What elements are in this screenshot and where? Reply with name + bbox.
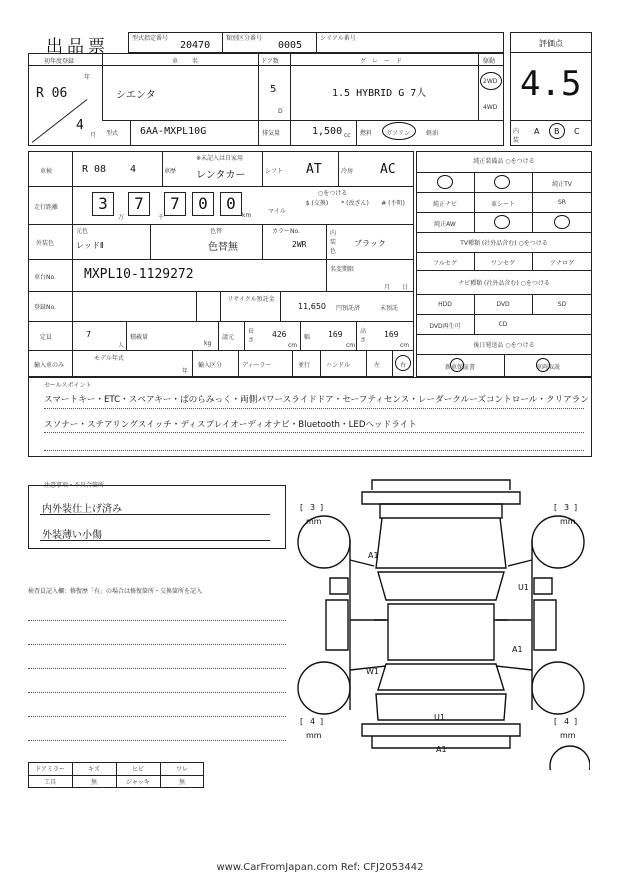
parts-v-3: ジャッキ — [126, 779, 150, 786]
repaint-label: 色替 — [210, 228, 223, 235]
first-reg-month: 4 — [76, 118, 84, 133]
import-div-label: 輸入区分 — [198, 362, 223, 369]
aircon-label: 冷房 — [341, 168, 354, 175]
parts-h-2: キズ — [88, 766, 100, 773]
equip-aw-circle — [494, 175, 510, 189]
name-change-label: 名変期限 — [330, 266, 355, 273]
capacity-unit: 人 — [118, 342, 125, 349]
mileage-opt-exchange: $ (交換) — [305, 200, 329, 207]
mark-a1-right: A1 — [512, 645, 523, 654]
int-color-value: ブラック — [354, 239, 386, 248]
color-code-value: 2WR — [292, 240, 307, 249]
grade-label: グレード — [360, 58, 409, 65]
import-label: 輸入車のみ — [34, 362, 65, 369]
equip-navi-circle — [437, 175, 453, 189]
shift-value: AT — [306, 162, 322, 177]
ruibetsu-label: 類別区分番号 — [226, 35, 263, 42]
recycle-alt: 未預託 — [380, 305, 399, 312]
len-unit: cm — [288, 342, 298, 349]
docs-warranty: 新車保証書 — [444, 364, 475, 371]
drive-label: 駆動 — [483, 58, 496, 65]
mileage-digit: 7 — [128, 192, 150, 216]
svg-text:[: [ — [300, 717, 304, 726]
interior-opt-c: C — [574, 127, 580, 136]
recycle-value: 11,650 — [298, 302, 326, 311]
docs-title: 後日発送品 ○をつける — [473, 342, 535, 349]
handle-label: ハンドル — [326, 362, 351, 369]
inspection-month: 4 — [130, 164, 137, 175]
page-title: 出品票 — [46, 37, 109, 57]
svg-text:]: ] — [574, 717, 578, 726]
load-unit: kg — [204, 340, 212, 347]
svg-text:mm: mm — [560, 517, 576, 526]
tire-rr-depth: 4 — [564, 717, 570, 726]
sales-label: セールスポイント — [44, 382, 92, 389]
drive-4wd: 4WD — [483, 104, 498, 111]
svg-text:mm: mm — [306, 731, 322, 740]
chassis-label: 車台No. — [34, 274, 56, 281]
equip-item-5: 革シート — [490, 201, 515, 208]
regno-label: 登録No. — [34, 304, 56, 311]
aircon-value: AC — [380, 162, 396, 177]
orig-color-value: レッドⅡ — [76, 241, 104, 250]
footer-watermark: www.CarFromJapan.com Ref: CFJ2053442 — [216, 862, 424, 873]
load-label: 積載量 — [130, 334, 149, 341]
equip-tv-circle — [494, 215, 510, 229]
interior-opt-b: B — [554, 127, 560, 136]
parts-v-2: 無 — [90, 779, 97, 786]
wid-value: 169 — [328, 330, 343, 339]
doors-value: 5 — [270, 84, 277, 95]
orig-color-label: 元色 — [76, 228, 89, 235]
mileage-sen: 千 — [158, 214, 165, 221]
history-note: ※未記入は自家用 — [196, 155, 244, 162]
car-name-label: 車名 — [172, 58, 213, 65]
equip-item-4: 純正ナビ — [432, 201, 457, 208]
history-label: 車歴 — [164, 168, 177, 175]
first-reg-label: 初年度登録 — [44, 58, 75, 65]
hei-value: 169 — [384, 330, 399, 339]
equip-item-6: SR — [558, 199, 566, 206]
kata-label: 型式指定番号 — [132, 35, 169, 42]
import-year-suffix: 年 — [182, 368, 189, 375]
docs-warranty-circle — [450, 358, 464, 372]
drive-2wd: 2WD — [483, 78, 498, 85]
tv-analog: アナログ — [549, 260, 574, 267]
navi-cd: CD — [498, 321, 508, 328]
sales-line-2: スソナー・ステアリングスイッチ・ディスプレイオーディオナビ・Bluetooth・LEDヘッドライト — [44, 420, 417, 430]
navi-dvdplay: DVD再生可 — [429, 323, 461, 330]
handle-selected-circle — [395, 355, 411, 371]
docs-manual-circle — [536, 358, 550, 372]
mileage-opt-mile: マイル — [268, 208, 286, 215]
doors-label: ドア数 — [261, 58, 279, 65]
len-value: 426 — [272, 330, 287, 339]
model-label: 型式 — [106, 130, 119, 137]
handle-right: 右 — [400, 362, 407, 369]
equip-curtain-circle — [554, 215, 570, 229]
parts-h-4: ワレ — [175, 766, 188, 773]
handle-left: 左 — [374, 362, 381, 369]
mileage-label: 走行距離 — [34, 204, 59, 211]
capacity-value: 7 — [86, 330, 92, 339]
parts-v-4: 無 — [178, 779, 185, 786]
mileage-digit: 7 — [164, 192, 186, 216]
mileage-man: 万 — [118, 214, 125, 221]
tire-fr-depth: 3 — [564, 503, 570, 512]
drive-selected-circle — [480, 72, 502, 90]
kata-value: 20470 — [180, 40, 211, 51]
mark-a1-front: A1 — [368, 551, 379, 560]
mark-w1: W1 — [366, 667, 379, 676]
first-reg-year: R 06 — [36, 86, 68, 101]
equip-title: 純正装備品 ○をつける — [473, 158, 535, 165]
equip-item-3: 純正TV — [552, 181, 572, 188]
parts-h-1: ドアミラー — [35, 766, 65, 773]
grade-value: 1.5 HYBRID G 7人 — [332, 88, 427, 99]
tire-fl-label: [ — [300, 503, 304, 512]
mileage-digit: 0 — [192, 192, 214, 216]
equip-item-7: 純正AW — [434, 221, 456, 228]
class-label: 請元 — [222, 334, 235, 341]
svg-text:[: [ — [554, 717, 558, 726]
tire-fl-depth: 3 — [310, 503, 316, 512]
score-value: 4.5 — [520, 64, 582, 104]
car-name: シエンタ — [116, 90, 156, 101]
history-value: レンタカー — [196, 170, 246, 181]
inspector-note: 検査員記入欄：修復歴「有」の場合は修復箇所・交換箇所を記入 — [28, 588, 203, 595]
parts-v-1: 工具 — [43, 779, 56, 786]
sales-point-block — [28, 377, 592, 457]
mark-u1-right: U1 — [518, 583, 529, 592]
recycle-unit: 円預託済 — [336, 305, 361, 312]
ruibetsu-value: 0005 — [278, 40, 303, 51]
recycle-label: リサイクル預託金 — [227, 296, 275, 303]
repaint-value: 色替無 — [208, 242, 238, 253]
serial-label: シリアル番号 — [320, 35, 356, 42]
svg-text:]: ] — [320, 503, 324, 512]
inspection-label: 車検 — [40, 168, 53, 175]
shift-label: シフト — [265, 168, 284, 175]
notes-label: 注意事項・不具合箇所 — [44, 482, 105, 489]
tv-title: TV種類 (社外品含む) ○をつける — [460, 240, 548, 247]
len-label: 長さ — [248, 328, 255, 344]
parallel-label: 並行 — [298, 362, 311, 369]
tire-rl-depth: 4 — [310, 717, 316, 726]
mileage-digit: 3 — [92, 192, 114, 216]
hei-unit: cm — [400, 342, 410, 349]
fuel-value: ガソリン — [386, 130, 411, 137]
mileage-unit: km — [242, 212, 252, 219]
navi-hdd: HDD — [438, 301, 452, 308]
notes-line-1: 内外装仕上げ済み — [42, 504, 122, 515]
svg-text:]: ] — [320, 717, 324, 726]
change-month: 月 — [384, 284, 391, 291]
navi-sd: SD — [557, 301, 567, 308]
interior-label: 内装 — [513, 128, 520, 144]
mileage-opt-tampered: * (改ざん) — [341, 200, 369, 207]
disp-unit: cc — [344, 132, 351, 139]
docs-manual: 車両取説 — [535, 364, 560, 371]
disp-value: 1,500 — [312, 126, 343, 137]
wid-unit: cm — [346, 342, 356, 349]
year-suffix: 年 — [84, 74, 91, 81]
svg-text:mm: mm — [560, 731, 576, 740]
navi-dvd: DVD — [496, 301, 510, 308]
svg-text:mm: mm — [306, 517, 322, 526]
capacity-label: 定員 — [40, 334, 53, 341]
wid-label: 幅 — [304, 334, 311, 341]
sales-line-1: スマートキー・ETC・スペアキー・ぱのらみっく・両側パワースライドドア・セーフティセンス・レーダークルーズコントロール・クリアラン — [44, 395, 589, 405]
score-label: 評価点 — [539, 39, 563, 48]
change-day: 日 — [402, 284, 409, 291]
navi-title: ナビ種類 (社外品含む) ○をつける — [458, 280, 550, 287]
int-color-label: 内装色 — [330, 230, 337, 255]
mileage-digit: 0 — [220, 192, 242, 216]
mark-u1-rear: U1 — [434, 713, 445, 722]
interior-selected-circle — [549, 123, 565, 139]
mark-a1-rear: A1 — [436, 745, 447, 754]
door-type: D — [278, 108, 283, 115]
chassis-value: MXPL10-1129272 — [84, 267, 194, 282]
model-value: 6AA-MXPL10G — [140, 126, 207, 137]
disp-label: 排気量 — [262, 130, 281, 137]
mileage-check-label: ○をつける — [318, 190, 348, 197]
inspection-value: R 08 — [82, 164, 107, 175]
model-year-label: モデル年式 — [94, 355, 124, 362]
tv-fullseg: フルセグ — [433, 260, 457, 267]
dealer-label: ディーラー — [242, 362, 272, 369]
hei-label: 高さ — [360, 328, 367, 344]
light-oil-label: 軽油 — [426, 130, 439, 137]
month-suffix: 月 — [90, 132, 97, 139]
car-damage-diagram — [290, 470, 590, 770]
mileage-opt-unknown: # (不明) — [381, 200, 405, 207]
svg-text:]: ] — [574, 503, 578, 512]
tv-oneseg: ワンセグ — [490, 260, 515, 267]
fuel-selected-circle — [382, 122, 416, 140]
parts-h-3: ヒビ — [131, 766, 144, 773]
interior-opt-a: A — [534, 127, 540, 136]
ext-color-label: 外装色 — [36, 240, 55, 247]
fuel-label: 燃料 — [360, 130, 373, 137]
svg-text:[: [ — [554, 503, 558, 512]
notes-line-2: 外装薄い小傷 — [42, 530, 102, 541]
color-code-label: カラーNo. — [272, 228, 300, 235]
